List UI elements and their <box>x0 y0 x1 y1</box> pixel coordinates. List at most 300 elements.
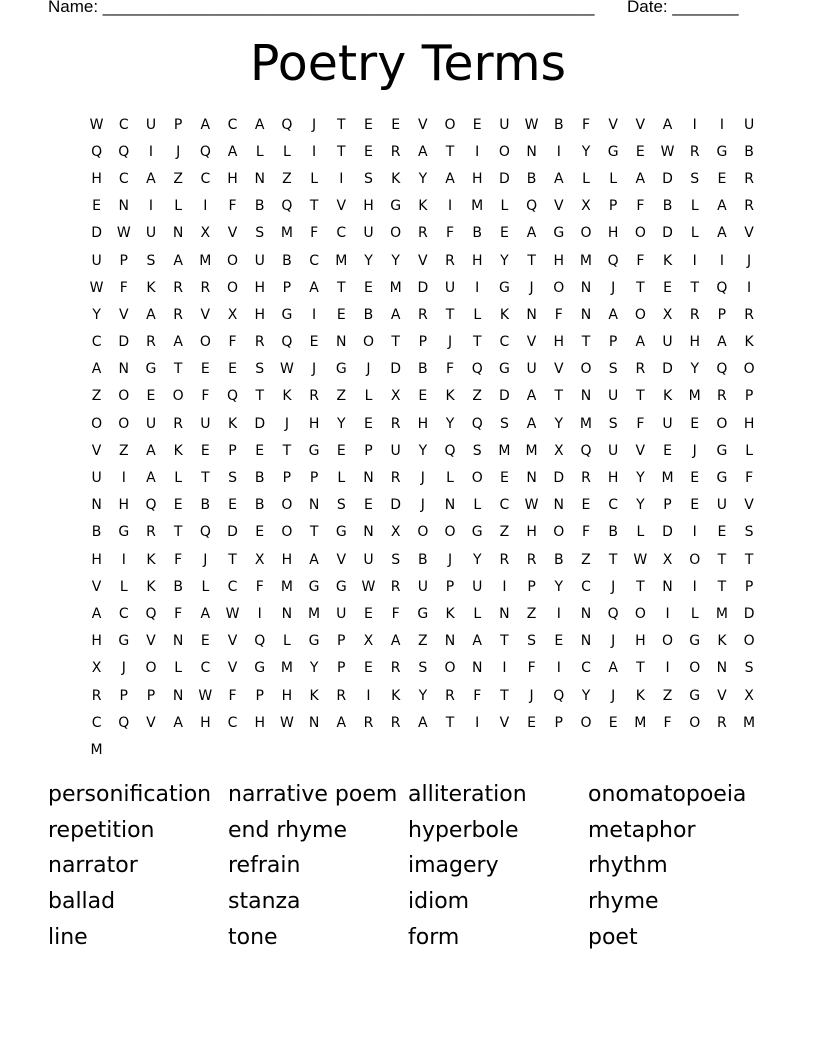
grid-letter: K <box>499 306 509 323</box>
grid-letter: D <box>390 361 402 378</box>
grid-letter: W <box>198 687 213 704</box>
grid-letter: I <box>366 687 371 704</box>
grid-letter: V <box>499 714 510 731</box>
grid-letter: T <box>717 578 727 595</box>
grid-letter: I <box>556 605 561 622</box>
grid-letter: Z <box>499 524 510 541</box>
grid-letter: O <box>227 252 239 269</box>
grid-letter: J <box>747 252 752 269</box>
grid-letter: J <box>611 578 616 595</box>
grid-letter: E <box>364 116 373 133</box>
grid-letter: L <box>473 306 482 323</box>
grid-letter: O <box>580 225 592 242</box>
grid-letter: T <box>500 633 509 650</box>
grid-letter: A <box>200 116 211 133</box>
grid-letter: O <box>498 143 510 160</box>
grid-letter: N <box>91 497 102 514</box>
grid-letter: C <box>309 252 319 269</box>
grid-letter: V <box>336 551 347 568</box>
grid-letter: W <box>279 714 294 731</box>
letter-grid <box>83 111 763 764</box>
grid-letter: R <box>146 524 156 541</box>
grid-letter: P <box>337 660 346 677</box>
grid-letter: I <box>148 198 154 215</box>
grid-letter: C <box>608 497 619 514</box>
word-bank-item: hyperbole <box>408 817 519 843</box>
grid-letter: N <box>580 633 592 650</box>
grid-letter: U <box>499 116 510 133</box>
grid-letter: Y <box>690 361 699 378</box>
grid-letter: A <box>390 633 401 650</box>
grid-letter: F <box>391 605 400 622</box>
grid-letter: R <box>336 687 347 704</box>
grid-letter: R <box>390 143 401 160</box>
grid-letter: U <box>417 578 428 595</box>
grid-letter: U <box>145 225 157 242</box>
grid-letter: C <box>91 714 102 731</box>
grid-letter: N <box>363 524 374 541</box>
grid-letter: U <box>608 442 619 459</box>
grid-letter: V <box>744 225 754 242</box>
grid-letter: T <box>608 551 618 568</box>
grid-letter: E <box>499 225 509 242</box>
grid-letter: O <box>362 334 374 351</box>
grid-letter: E <box>527 714 537 731</box>
grid-letter: U <box>662 334 673 351</box>
grid-letter: Y <box>581 143 591 160</box>
grid-letter: I <box>203 198 208 215</box>
grid-letter: O <box>118 415 130 432</box>
grid-letter: R <box>390 660 401 677</box>
grid-letter: S <box>472 442 482 459</box>
grid-letter: D <box>553 470 565 487</box>
grid-letter: D <box>662 170 673 187</box>
grid-letter: I <box>257 605 262 622</box>
grid-letter: N <box>662 578 673 595</box>
grid-letter: U <box>91 252 102 269</box>
grid-letter: U <box>390 442 401 459</box>
grid-letter: A <box>717 334 727 351</box>
grid-letter: Q <box>580 442 592 459</box>
grid-letter: S <box>228 470 237 487</box>
grid-letter: T <box>636 279 645 296</box>
grid-letter: T <box>173 524 183 541</box>
grid-letter: K <box>227 415 238 432</box>
grid-letter: F <box>636 198 645 215</box>
grid-letter: Y <box>418 170 428 187</box>
grid-letter: E <box>581 497 591 514</box>
grid-letter: J <box>611 279 616 296</box>
grid-letter: J <box>611 687 616 704</box>
grid-letter: Q <box>553 687 565 704</box>
grid-letter: P <box>527 578 536 595</box>
grid-letter: Y <box>554 415 564 432</box>
grid-letter: U <box>363 551 374 568</box>
grid-letter: R <box>390 578 401 595</box>
grid-letter: X <box>553 442 564 459</box>
grid-letter: Y <box>391 252 400 269</box>
grid-letter: E <box>228 497 237 514</box>
grid-letter: L <box>473 605 482 622</box>
grid-letter: C <box>227 116 238 133</box>
grid-letter: A <box>309 551 319 568</box>
grid-letter: V <box>526 334 537 351</box>
grid-letter: O <box>444 660 456 677</box>
grid-letter: R <box>689 143 700 160</box>
word-bank-item: narrator <box>48 853 138 879</box>
grid-letter: Q <box>471 361 483 378</box>
grid-letter: S <box>418 660 428 677</box>
grid-letter: R <box>717 388 727 405</box>
grid-letter: B <box>173 578 183 595</box>
grid-letter: G <box>335 524 347 541</box>
grid-letter: F <box>527 660 536 677</box>
grid-letter: W <box>89 279 104 296</box>
grid-letter: E <box>364 415 373 432</box>
grid-letter: N <box>172 687 184 704</box>
grid-letter: L <box>174 660 183 677</box>
grid-letter: F <box>581 116 590 133</box>
grid-letter: R <box>744 306 754 323</box>
grid-letter: O <box>743 633 755 650</box>
grid-letter: A <box>662 116 673 133</box>
word-bank-item: ballad <box>48 889 116 915</box>
grid-letter: T <box>717 551 727 568</box>
grid-letter: P <box>608 334 618 351</box>
grid-letter: R <box>200 279 211 296</box>
grid-letter: X <box>363 633 374 650</box>
grid-letter: Y <box>445 415 455 432</box>
grid-letter: G <box>689 687 701 704</box>
grid-letter: R <box>417 225 428 242</box>
grid-letter: K <box>635 687 645 704</box>
grid-letter: Q <box>118 714 130 731</box>
name-line: Name: ____________________________________________________ <box>48 0 595 16</box>
grid-letter: N <box>580 605 592 622</box>
grid-letter: N <box>553 497 565 514</box>
grid-letter: O <box>689 714 701 731</box>
grid-letter: S <box>255 225 265 242</box>
grid-letter: M <box>634 714 647 731</box>
grid-letter: O <box>227 279 239 296</box>
grid-letter: H <box>743 415 755 432</box>
word-bank-item: narrative poem <box>228 782 398 807</box>
grid-letter: R <box>499 551 510 568</box>
grid-letter: E <box>364 497 373 514</box>
grid-letter: A <box>635 334 646 351</box>
word-bank-item: end rhyme <box>228 817 348 843</box>
grid-letter: P <box>228 442 237 459</box>
grid-letter: L <box>473 497 482 514</box>
word-bank-item: line <box>48 924 88 950</box>
grid-letter: N <box>254 170 265 187</box>
grid-letter: L <box>337 470 346 487</box>
grid-letter: N <box>580 279 592 296</box>
grid-letter: F <box>745 470 754 487</box>
grid-letter: A <box>717 198 727 215</box>
grid-letter: G <box>716 143 728 160</box>
grid-letter: B <box>418 361 428 378</box>
grid-letter: E <box>717 524 727 541</box>
grid-letter: P <box>146 687 156 704</box>
grid-letter: Q <box>281 198 293 215</box>
grid-letter: S <box>608 415 618 432</box>
grid-letter: A <box>553 170 564 187</box>
grid-letter: C <box>91 334 102 351</box>
grid-letter: A <box>200 605 211 622</box>
grid-letter: G <box>417 605 429 622</box>
grid-letter: G <box>145 361 157 378</box>
grid-letter: W <box>116 225 131 242</box>
grid-letter: N <box>308 497 320 514</box>
grid-letter: L <box>283 143 291 160</box>
grid-letter: Y <box>500 252 509 269</box>
grid-letter: R <box>717 714 727 731</box>
grid-letter: Q <box>91 143 103 160</box>
grid-letter: K <box>662 388 673 405</box>
grid-letter: G <box>118 524 130 541</box>
grid-letter: T <box>309 524 319 541</box>
grid-letter: R <box>254 334 265 351</box>
grid-letter: H <box>281 687 293 704</box>
grid-letter: Z <box>336 388 347 405</box>
word-bank-item: alliteration <box>408 782 527 807</box>
grid-letter: E <box>309 334 319 351</box>
grid-letter: S <box>527 633 537 650</box>
grid-letter: G <box>498 361 510 378</box>
grid-letter: M <box>715 605 728 622</box>
grid-letter: Y <box>554 578 564 595</box>
grid-letter: R <box>526 551 537 568</box>
grid-letter: D <box>499 388 510 405</box>
grid-letter: C <box>118 116 129 133</box>
grid-letter: F <box>636 415 645 432</box>
grid-letter: B <box>553 116 564 133</box>
grid-letter: X <box>662 551 673 568</box>
grid-letter: T <box>337 279 346 296</box>
grid-letter: R <box>744 198 754 215</box>
grid-letter: J <box>529 687 534 704</box>
grid-letter: I <box>121 551 126 568</box>
grid-letter: Y <box>364 252 373 269</box>
grid-letter: I <box>692 116 697 133</box>
grid-letter: H <box>471 170 483 187</box>
grid-letter: G <box>308 633 320 650</box>
grid-letter: A <box>173 252 183 269</box>
grid-letter: D <box>227 524 238 541</box>
grid-letter: P <box>282 279 292 296</box>
grid-letter: O <box>118 388 130 405</box>
grid-letter: I <box>121 470 126 487</box>
grid-letter: N <box>118 361 130 378</box>
grid-letter: P <box>744 388 754 405</box>
grid-letter: D <box>118 334 130 351</box>
grid-letter: M <box>199 252 212 269</box>
grid-letter: Y <box>636 470 645 487</box>
grid-letter: B <box>254 470 265 487</box>
grid-letter: H <box>91 633 102 650</box>
grid-letter: P <box>608 198 618 215</box>
grid-letter: T <box>391 334 400 351</box>
grid-letter: Q <box>281 116 293 133</box>
grid-letter: P <box>364 442 373 459</box>
grid-letter: A <box>445 170 455 187</box>
word-bank-item: idiom <box>408 889 470 915</box>
grid-letter: L <box>174 470 183 487</box>
grid-letter: V <box>146 633 156 650</box>
word-bank-item: poet <box>588 924 638 950</box>
grid-letter: E <box>200 442 210 459</box>
grid-letter: E <box>255 442 265 459</box>
grid-letter: J <box>692 442 697 459</box>
grid-letter: I <box>447 198 453 215</box>
grid-letter: T <box>554 388 564 405</box>
grid-letter: E <box>690 415 700 432</box>
grid-letter: W <box>361 578 376 595</box>
grid-letter: P <box>445 578 455 595</box>
grid-letter: Q <box>199 143 211 160</box>
grid-letter: B <box>254 198 265 215</box>
grid-letter: V <box>146 714 156 731</box>
grid-letter: I <box>148 143 154 160</box>
grid-letter: B <box>418 551 428 568</box>
word-bank-item: stanza <box>228 889 301 915</box>
grid-letter: K <box>445 388 455 405</box>
grid-letter: D <box>499 170 510 187</box>
grid-letter: K <box>173 442 183 459</box>
grid-letter: O <box>444 116 456 133</box>
grid-letter: E <box>690 470 700 487</box>
grid-letter: K <box>418 198 428 215</box>
grid-letter: G <box>716 442 728 459</box>
grid-letter: F <box>446 361 455 378</box>
grid-letter: I <box>692 524 697 541</box>
grid-letter: C <box>581 578 591 595</box>
grid-letter: I <box>312 306 317 323</box>
grid-letter: H <box>553 252 565 269</box>
grid-letter: O <box>172 388 184 405</box>
grid-letter: I <box>692 578 697 595</box>
grid-letter: S <box>608 361 618 378</box>
grid-letter: H <box>526 524 537 541</box>
grid-letter: U <box>91 470 102 487</box>
grid-letter: C <box>499 334 510 351</box>
grid-letter: V <box>744 497 754 514</box>
grid-letter: Q <box>716 361 728 378</box>
grid-letter: H <box>471 252 483 269</box>
grid-letter: O <box>281 497 293 514</box>
grid-letter: H <box>363 198 374 215</box>
grid-letter: F <box>636 252 645 269</box>
grid-letter: E <box>554 633 564 650</box>
grid-letter: P <box>119 687 128 704</box>
grid-letter: E <box>635 143 645 160</box>
grid-letter: M <box>688 388 701 405</box>
grid-letter: N <box>444 633 456 650</box>
grid-letter: E <box>173 497 183 514</box>
grid-letter: E <box>200 633 210 650</box>
grid-letter: P <box>255 687 264 704</box>
grid-letter: G <box>281 306 293 323</box>
grid-letter: Q <box>227 388 239 405</box>
grid-letter: C <box>200 170 211 187</box>
grid-letter: N <box>172 633 184 650</box>
grid-letter: F <box>473 687 482 704</box>
grid-letter: D <box>662 361 673 378</box>
grid-letter: U <box>145 116 157 133</box>
grid-letter: X <box>254 551 265 568</box>
grid-letter: P <box>663 497 672 514</box>
grid-letter: N <box>363 470 374 487</box>
grid-letter: I <box>556 143 561 160</box>
grid-letter: A <box>472 633 482 650</box>
grid-letter: R <box>363 714 374 731</box>
grid-letter: J <box>284 415 289 432</box>
grid-letter: J <box>203 551 208 568</box>
grid-letter: N <box>580 388 592 405</box>
grid-letter: K <box>282 388 292 405</box>
grid-letter: J <box>611 633 616 650</box>
grid-letter: F <box>581 524 590 541</box>
grid-letter: G <box>607 143 619 160</box>
grid-letter: U <box>336 605 347 622</box>
grid-letter: Z <box>118 442 129 459</box>
grid-letter: F <box>174 551 183 568</box>
grid-letter: K <box>391 170 401 187</box>
grid-letter: L <box>283 633 291 650</box>
grid-letter: X <box>581 198 591 215</box>
word-bank-item: repetition <box>48 817 155 843</box>
grid-letter: P <box>717 306 727 323</box>
grid-letter: C <box>227 714 238 731</box>
word-bank-item: metaphor <box>588 817 696 843</box>
grid-letter: T <box>636 660 645 677</box>
grid-letter: J <box>312 361 317 378</box>
grid-letter: C <box>200 660 211 677</box>
grid-letter: F <box>119 279 128 296</box>
grid-letter: J <box>420 497 425 514</box>
grid-letter: U <box>200 415 211 432</box>
grid-letter: Y <box>92 306 101 323</box>
grid-letter: S <box>255 361 265 378</box>
grid-letter: S <box>744 524 754 541</box>
grid-letter: I <box>475 714 480 731</box>
grid-letter: G <box>390 198 402 215</box>
grid-letter: L <box>310 170 318 187</box>
grid-letter: W <box>660 143 675 160</box>
grid-letter: P <box>337 633 346 650</box>
grid-letter: L <box>174 198 183 215</box>
grid-letter: O <box>634 306 646 323</box>
grid-letter: S <box>391 551 401 568</box>
grid-letter: N <box>580 306 592 323</box>
grid-letter: O <box>634 605 646 622</box>
grid-letter: K <box>662 252 673 269</box>
grid-letter: H <box>254 714 265 731</box>
grid-letter: V <box>227 633 238 650</box>
grid-letter: M <box>308 605 321 622</box>
word-bank-item: tone <box>228 924 278 950</box>
grid-letter: P <box>418 334 428 351</box>
grid-letter: K <box>309 687 319 704</box>
grid-letter: B <box>254 497 265 514</box>
grid-letter: X <box>390 524 401 541</box>
grid-letter: Q <box>607 605 619 622</box>
grid-letter: Q <box>607 252 619 269</box>
grid-letter: I <box>719 116 724 133</box>
grid-letter: J <box>366 361 371 378</box>
grid-letter: A <box>390 306 401 323</box>
